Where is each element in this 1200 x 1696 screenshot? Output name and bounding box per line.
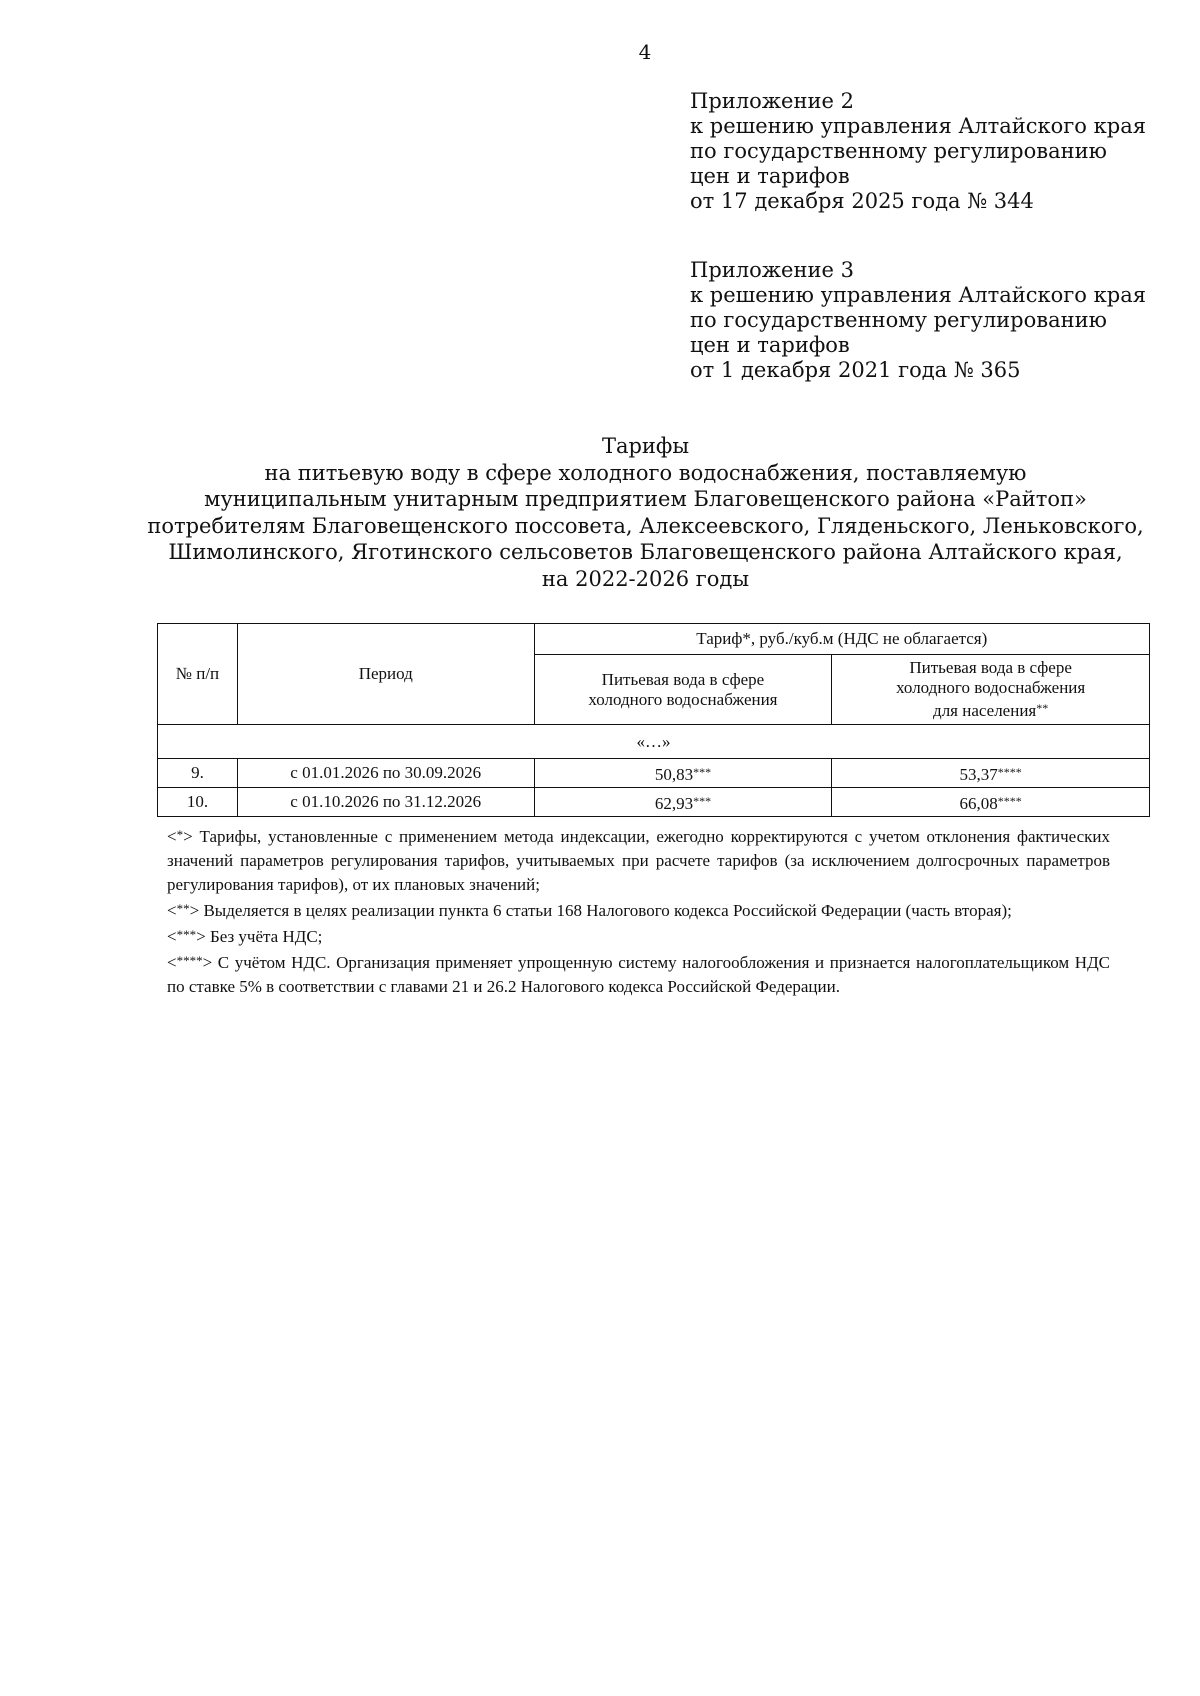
row-number: 9. [158, 759, 238, 788]
footnote-text: Без учёта НДС; [209, 927, 323, 946]
table-row-omitted [158, 725, 1150, 759]
footnote: <**> Выделяется в целях реализации пункта 6 статьи 168 Налогового кодекса Российской Федерации (часть вторая); [167, 901, 1012, 920]
title-line: Шимолинского, Яготинского сельсоветов Благовещенского района Алтайского края, [168, 540, 1123, 564]
col-tariff2-header-line: холодного водоснабжения [896, 678, 1086, 697]
page-number: 4 [638, 40, 652, 64]
appendix-2-line: цен и тарифов [690, 164, 850, 188]
footnotes [167, 823, 1110, 999]
table-row [158, 759, 1150, 788]
row-tariff2 [832, 759, 1150, 788]
col-tariff1-header [534, 655, 832, 725]
footnote-mark: *** [693, 764, 712, 779]
appendix-3-reference [690, 258, 1146, 383]
tariff2-value: 53,37 [959, 764, 998, 784]
row-tariff1 [534, 788, 832, 817]
row-period: с 01.01.2026 по 30.09.2026 [237, 759, 534, 788]
tariff-table [157, 623, 1150, 817]
appendix-3-line: по государственному регулированию [690, 308, 1107, 332]
footnote-text: Тарифы, установленные с применением метода индексации, ежегодно корректируются с учетом отклонения фактических значений параметров регулирования тарифов, учитываемых при расчете тарифов (за исключением долгосрочных параметров регулирования тарифов), от их плановых значений; [167, 827, 1110, 894]
footnote-mark: *** [176, 927, 197, 942]
appendix-3-line: цен и тарифов [690, 333, 850, 357]
footnote-text: Выделяется в целях реализации пункта 6 статьи 168 Налогового кодекса Российской Федерации (часть вторая); [203, 901, 1012, 920]
title-heading: Тарифы [601, 434, 690, 458]
row-period: с 01.10.2026 по 31.12.2026 [237, 788, 534, 817]
footnote-mark: * [176, 827, 184, 842]
footnote-mark: *** [693, 793, 712, 808]
footnote-mark: **** [176, 953, 203, 968]
row-number: 10. [158, 788, 238, 817]
footnote-mark: **** [997, 793, 1022, 808]
col-tariff2-header-line: Питьевая вода в сфере [909, 658, 1072, 677]
appendix-2-line: по государственному регулированию [690, 139, 1107, 163]
title-line: потребителям Благовещенского поссовета, Алексеевского, Гляденьского, Леньковского, [147, 513, 1144, 538]
appendix-3-line: Приложение 3 [690, 258, 854, 282]
appendix-3-line: от 1 декабря 2021 года № 365 [690, 358, 1021, 382]
footnote: <****> С учётом НДС. Организация применяет упрощенную систему налогообложения и признается налогоплательщиком НДС по ставке 5% в соответствии с главами 21 и 26.2 Налогового кодекса Российской Федерации. [167, 953, 1110, 996]
appendix-3-line: к решению управления Алтайского края [690, 283, 1146, 307]
row-tariff2 [832, 788, 1150, 817]
table-row [158, 788, 1150, 817]
table-header-row [158, 624, 1150, 655]
document-title [140, 433, 1151, 592]
footnote-text: С учётом НДС. Организация применяет упрощенную систему налогообложения и признается налогоплательщиком НДС по ставке 5% в соответствии с главами 21 и 26.2 Налогового кодекса Российской Федерации. [167, 953, 1110, 996]
footnote-mark: ** [1036, 701, 1049, 715]
appendix-2-line: от 17 декабря 2025 года № 344 [690, 189, 1034, 213]
tariff2-value: 66,08 [959, 793, 998, 813]
row-tariff1 [534, 759, 832, 788]
col-tariff2-header [832, 655, 1150, 725]
tariff1-value: 62,93 [654, 793, 694, 813]
col-tariff1-header-line: холодного водоснабжения [588, 689, 778, 709]
title-line: на питьевую воду в сфере холодного водоснабжения, поставляемую [264, 460, 1027, 485]
omitted-marker: «…» [158, 725, 1150, 759]
appendix-2-line: Приложение 2 [690, 89, 854, 113]
col-num-header: № п/п [158, 624, 238, 725]
col-tariff1-header-line: Питьевая вода в сфере [601, 669, 765, 689]
col-tariff2-header-line-text: для населения [933, 701, 1037, 720]
tariff1-value: 50,83 [654, 764, 694, 784]
col-tariff2-header-line [832, 698, 1149, 721]
footnote-mark: ** [176, 901, 190, 916]
footnote: <***> Без учёта НДС; [167, 927, 323, 946]
appendix-2-reference [690, 89, 1146, 214]
title-line: на 2022-2026 годы [541, 566, 750, 591]
col-period-header: Период [237, 624, 534, 725]
tariff-group-header: Тариф*, руб./куб.м (НДС не облагается) [534, 624, 1149, 655]
appendix-2-line: к решению управления Алтайского края [690, 114, 1146, 138]
footnote-mark: **** [997, 764, 1022, 779]
title-line: муниципальным унитарным предприятием Благовещенского района «Райтоп» [204, 487, 1087, 511]
footnote: <*> Тарифы, установленные с применением метода индексации, ежегодно корректируются с учетом отклонения фактических значений параметров регулирования тарифов, учитываемых при расчете тарифов (за исключением долгосрочных параметров регулирования тарифов), от их плановых значений; [167, 827, 1110, 894]
